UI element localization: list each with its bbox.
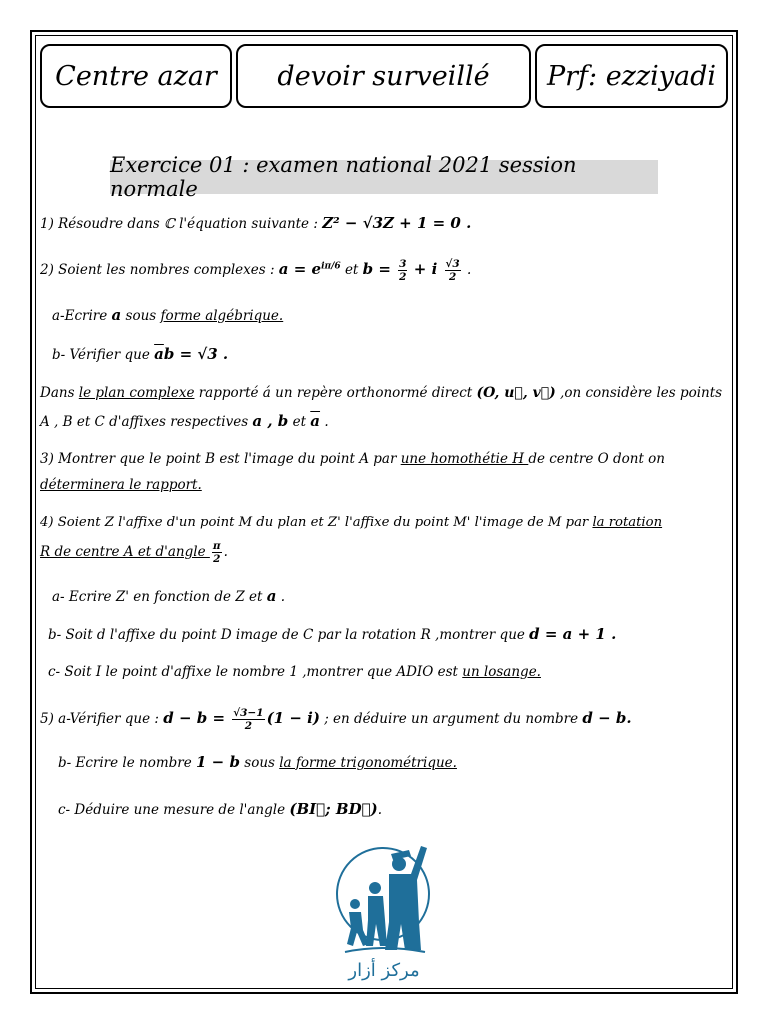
q2-b-frac-1-num: 3 <box>399 258 407 270</box>
q3-1-post: de centre O dont on <box>528 451 665 467</box>
q4-angle-den: 2 <box>213 553 221 565</box>
q2-text: 2) Soient les nombres complexes : <box>40 262 279 278</box>
q4a-text: a- Ecrire Z' en fonction de Z et <box>52 589 267 605</box>
q5c-pre: c- Déduire une mesure de l'angle <box>58 802 290 818</box>
q5a-frac <box>232 707 264 732</box>
intro-1-end: ,on considère les points <box>555 385 723 401</box>
q1-equation: Z² − √3Z + 1 = 0 . <box>322 214 472 232</box>
question-2a <box>52 306 283 324</box>
q4-2-center: R de centre A et d'angle <box>40 544 210 560</box>
q4b-math: d = a + 1 . <box>529 625 617 643</box>
q2-b-frac-1 <box>398 258 407 283</box>
intro-2-end: . <box>320 414 329 430</box>
question-3-line-1 <box>40 451 665 467</box>
question-2 <box>40 258 471 283</box>
q5b-math: 1 − b <box>196 753 240 771</box>
q2a-underlined: forme algébrique. <box>160 308 284 324</box>
logo-child-head <box>350 899 360 909</box>
q5b-pre: b- Ecrire le nombre <box>58 755 197 771</box>
q2-a-exponent: iπ/6 <box>321 261 341 272</box>
q2-and: et <box>344 262 363 278</box>
q3-1-homothety: une homothétie H <box>400 451 529 467</box>
q4-1-pre: 4) Soient Z l'affixe d'un point M du plan et Z' l'affixe du point M' l'image de M par <box>40 515 593 530</box>
logo-child-figure <box>347 912 369 946</box>
center-logo <box>325 832 443 982</box>
logo-teen-head <box>369 882 381 894</box>
logo-graduate-figure <box>385 846 427 950</box>
q5a-post: ; en déduire un argument du nombre <box>319 711 583 727</box>
q2-end: . <box>467 262 472 278</box>
intro-2-a-bar: $\overline{a}$ <box>310 412 321 430</box>
intro-line-1 <box>40 385 722 401</box>
question-4c <box>48 664 541 680</box>
header-teacher: Prf: ezziyadi <box>535 44 728 108</box>
question-4b <box>48 625 616 643</box>
intro-1-pre: Dans <box>40 385 79 401</box>
q2b-pre: b- Vérifier que <box>52 347 155 363</box>
intro-line-2 <box>40 412 329 430</box>
q5a-math2: (1 − i) <box>266 709 320 727</box>
intro-1-frame: (O, u⃗, v⃗) <box>476 385 556 401</box>
q2-b-plus-i: + i <box>413 260 443 278</box>
q2-a-def: a = e <box>278 260 322 278</box>
question-5a <box>40 707 632 732</box>
q4-angle-frac <box>212 540 222 565</box>
q3-1-pre: 3) Montrer que le point B est l'image du point A par <box>40 451 401 467</box>
q2b-a-bar: $\overline{a}$ <box>154 345 164 363</box>
q2-b-def: b = <box>362 260 397 278</box>
intro-1-post: rapporté á un repère orthonormé direct <box>194 385 477 401</box>
q4c-pre: c- Soit I le point d'affixe le nombre 1 ,montrer que ADIO est <box>48 664 463 680</box>
q2a-mid: sous <box>121 308 161 324</box>
q2b-math: b = √3 . <box>163 345 229 363</box>
q2a-var: a <box>111 306 122 324</box>
q2-b-frac-2-den: 2 <box>448 271 457 283</box>
q1-text: 1) Résoudre dans ℂ l'équation suivante : <box>40 216 323 232</box>
q4-1-rotation: la rotation <box>592 515 663 530</box>
question-3-line-2 <box>40 477 202 493</box>
q3-2-ratio: déterminera le rapport. <box>40 477 202 493</box>
intro-2-mid: et <box>288 414 311 430</box>
header-center-name: Centre azar <box>40 44 232 108</box>
q5a-frac-den: 2 <box>244 720 253 732</box>
q5a-frac-num: √3−1 <box>233 707 264 719</box>
question-5c <box>58 800 382 818</box>
q4-angle-num: π <box>212 540 221 552</box>
intro-2-pre: A , B et C d'affixes respectives <box>40 414 253 430</box>
q2-b-frac-2 <box>445 258 461 283</box>
q5c-angle: (BI⃗; BD⃗) <box>289 800 378 818</box>
q5a-pre: 5) a-Vérifier que : <box>40 711 164 727</box>
question-4-line-1 <box>40 515 662 530</box>
intro-1-plane: le plan complexe <box>78 385 195 401</box>
logo-arabic-name: مركز أزار <box>348 960 420 981</box>
question-1 <box>40 214 471 232</box>
intro-2-math: a , b <box>252 412 289 430</box>
q5a-math1: d − b = <box>163 709 231 727</box>
question-4-line-2 <box>40 540 228 565</box>
q4c-rhombus: un losange. <box>462 664 541 680</box>
header-exam-type: devoir surveillé <box>236 44 531 108</box>
question-5b <box>58 753 457 771</box>
question-4a <box>52 587 285 605</box>
q5a-math3: d − b. <box>582 709 632 727</box>
q4b-text: b- Soit d l'affixe du point D image de C par la rotation R ,montrer que <box>48 627 530 643</box>
q4-2-end: . <box>223 544 228 560</box>
q2-b-frac-2-num: √3 <box>445 258 460 270</box>
question-2b <box>52 345 228 363</box>
q5b-trig-form: la forme trigonométrique. <box>279 755 457 771</box>
q4a-end: . <box>276 589 286 605</box>
q5c-end: . <box>377 802 383 818</box>
q2a-pre: a-Ecrire <box>52 308 112 324</box>
exercise-title: Exercice 01 : examen national 2021 session normale <box>110 160 658 194</box>
q2-b-frac-1-den: 2 <box>399 271 407 283</box>
q5b-mid: sous <box>239 755 280 771</box>
logo-teen-figure <box>366 896 387 946</box>
q4a-var: a <box>266 587 277 605</box>
